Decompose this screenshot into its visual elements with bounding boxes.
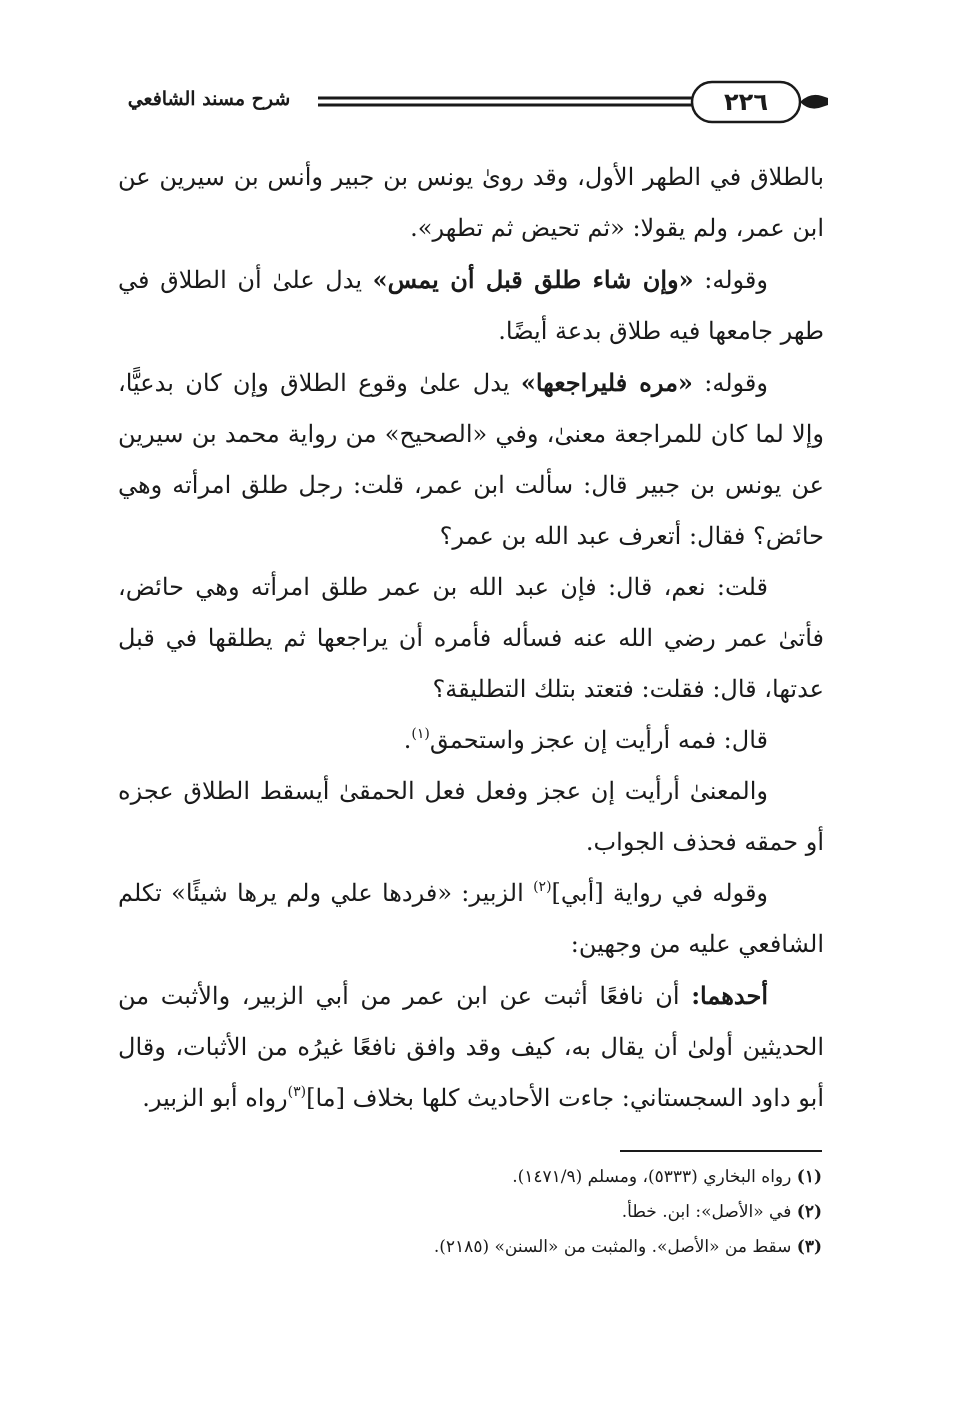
paragraph-2-text: يدل علىٰ أن الطلاق في طهر جامعها فيه طلاق بدعة أيضًا. — [118, 266, 824, 345]
paragraph-8-text-a: أن نافعًا أثبت عن ابن عمر من أبي الزبير، والأثبت من الحديثين أولىٰ أن يقال به، كيف وقد وافق نافعًا غيرُه من الأثبات، وقال أبو داود السجستاني: جاءت الأحاديث كلها بخلاف [ما] — [118, 982, 824, 1112]
quoted-hadith-phrase: «وإن شاء طلق قبل أن يمس» — [372, 265, 694, 294]
footnote-ref-3: (٣) — [287, 1084, 307, 1100]
footnote-1 — [118, 1160, 822, 1195]
paragraph-1 — [118, 152, 824, 254]
quoted-hadith-phrase: «مره فليراجعها» — [520, 368, 693, 397]
footnote-number: (٣) — [796, 1237, 822, 1257]
paragraph-6 — [118, 766, 824, 868]
paragraph-3-text: يدل علىٰ وقوع الطلاق وإن كان بدعيًّا، وإلا لما كان للمراجعة معنىٰ، وفي «الصحيح» من رواية محمد بن سيرين عن يونس بن جبير قال: سألت ابن عمر، قلت: رجل طلق امرأته وهي حائض؟ فقال: أتعرف عبد الله بن عمر؟ — [118, 369, 824, 550]
paragraph-2 — [118, 254, 824, 357]
running-header — [110, 74, 830, 134]
paragraph-3 — [118, 357, 824, 562]
paragraph-4 — [118, 562, 824, 715]
footnotes — [118, 1160, 822, 1265]
paragraph-7-text-b: الزبير: «فردها علي ولم يرها شيئًا» تكلم الشافعي عليه من وجهين: — [118, 879, 824, 958]
footnote-2 — [118, 1195, 822, 1230]
paragraph-7 — [118, 868, 824, 970]
paragraph-1-text: بالطلاق في الطهر الأول، وقد روىٰ يونس بن جبير وأنس بن سيرين عن ابن عمر، ولم يقولا: «ثم تحيض ثم تطهر». — [118, 163, 824, 242]
book-title: شرح مسند الشافعي — [100, 88, 318, 110]
footnote-number: (٢) — [796, 1202, 822, 1222]
paragraph-5 — [118, 715, 824, 766]
paragraph-6-text: والمعنىٰ أرأيت إن عجز وفعل فعل الحمقىٰ أيسقط الطلاق عجزه أو حمقه فحذف الجواب. — [118, 777, 824, 856]
paragraph-7-text-a: وقوله في رواية [أبي] — [551, 879, 768, 907]
main-text — [118, 152, 824, 1124]
footnote-number: (١) — [796, 1167, 822, 1187]
footnote-separator — [620, 1150, 822, 1152]
footnote-text: سقط من «الأصل». والمثبت من «السنن» (٢١٨٥). — [433, 1237, 797, 1257]
paragraph-4-text: قلت: نعم، قال: فإن عبد الله بن عمر طلق امرأته وهي حائض، فأتىٰ عمر رضي الله عنه فسأله فأمره أن يراجعها ثم يطلقها في قبل عدتها، قال: فقلت: فتعتد بتلك التطليقة؟ — [118, 573, 824, 703]
page-number: ٢٢٦ — [724, 88, 768, 116]
footnote-ref-1: (١) — [411, 726, 430, 742]
footnote-text: في «الأصل»: ابن. خطأ. — [621, 1202, 797, 1222]
paragraph-2-prefix: وقوله: — [693, 266, 768, 294]
paragraph-3-prefix: وقوله: — [692, 369, 768, 397]
footnote-ref-2: (٢) — [533, 879, 552, 895]
footnote-3 — [118, 1230, 822, 1265]
paragraph-5-end: . — [403, 726, 412, 754]
paragraph-5-text: قال: فمه أرأيت إن عجز واستحمق — [429, 726, 768, 754]
point-heading: أحدهما: — [691, 981, 768, 1010]
paragraph-8-text-b: رواه أبو الزبير. — [142, 1084, 288, 1112]
paragraph-8 — [118, 970, 824, 1124]
footnote-text: رواه البخاري (٥٣٣٣)، ومسلم (١٤٧١/٩). — [512, 1167, 797, 1187]
